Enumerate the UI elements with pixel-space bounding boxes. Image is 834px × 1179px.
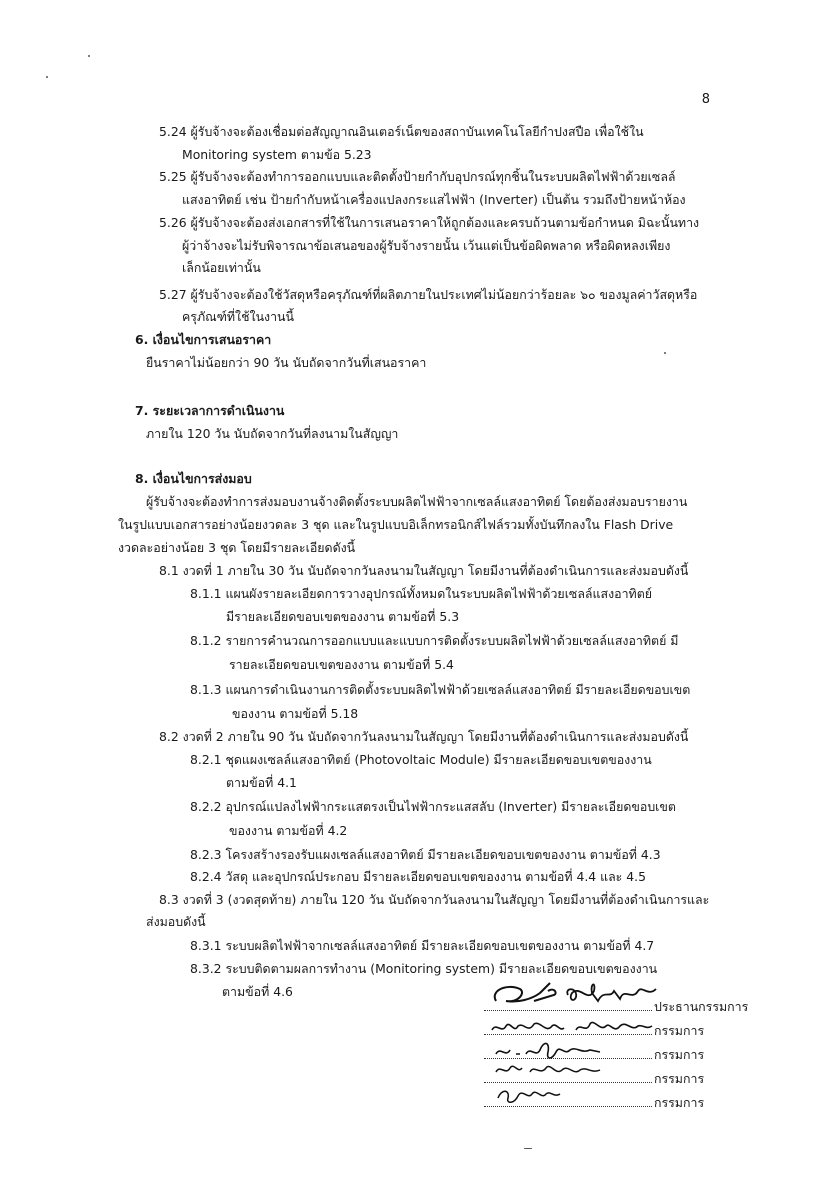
clause-5-27-cont: ครุภัณฑ์ที่ใช้ในงานนี้ xyxy=(182,309,294,324)
item-8-3-cont: ส่งมอบดังนี้ xyxy=(146,914,206,929)
signature-role-5: กรรมการ xyxy=(654,1095,705,1110)
section-7-body: ภายใน 120 วัน นับถัดจากวันที่ลงนามในสัญญา xyxy=(146,426,399,441)
signature-role-1: ประธานกรรมการ xyxy=(654,999,749,1014)
handwritten-signature-4 xyxy=(490,1058,610,1082)
item-8-1-1: 8.1.1 แผนผังรายละเอียดการวางอุปกรณ์ทั้งหมดในระบบผลิตไฟฟ้าด้วยเซลล์แสงอาทิตย์ xyxy=(190,586,652,601)
item-8-2-1: 8.2.1 ชุดแผงเซลล์แสงอาทิตย์ (Photovoltaic Module) มีรายละเอียดขอบเขตของงาน xyxy=(190,752,652,767)
section-8-para-1: ผู้รับจ้างจะต้องทำการส่งมอบงานจ้างติดตั้งระบบผลิตไฟฟ้าจากเซลล์แสงอาทิตย์ โดยต้องส่งมอบรายงาน xyxy=(146,494,688,509)
clause-5-25: 5.25 ผู้รับจ้างจะต้องทำการออกแบบและติดตั้งป้ายกำกับอุปกรณ์ทุกชิ้นในระบบผลิตไฟฟ้าด้วยเซลล์ xyxy=(159,169,676,184)
signature-role-2: กรรมการ xyxy=(654,1023,705,1038)
clause-5-26-cont-2: เล็กน้อยเท่านั้น xyxy=(182,260,261,275)
item-8-2-2: 8.2.2 อุปกรณ์แปลงไฟฟ้ากระแสตรงเป็นไฟฟ้ากระแสสลับ (Inverter) มีรายละเอียดขอบเขต xyxy=(190,799,676,814)
item-8-1-3-cont: ของงาน ตามข้อที่ 5.18 xyxy=(232,706,359,721)
section-6-body: ยืนราคาไม่น้อยกว่า 90 วัน นับถัดจากวันที่เสนอราคา xyxy=(146,355,427,370)
item-8-3-2: 8.3.2 ระบบติดตามผลการทำงาน (Monitoring system) มีรายละเอียดขอบเขตของงาน xyxy=(190,961,658,976)
clause-5-25-cont: แสงอาทิตย์ เช่น ป้ายกำกับหน้าเครื่องแปลงกระแสไฟฟ้า (Inverter) เป็นต้น รวมถึงป้ายหน้าห้อง xyxy=(182,192,686,207)
item-8-1-1-cont: มีรายละเอียดขอบเขตของงาน ตามข้อที่ 5.3 xyxy=(226,609,460,624)
scan-speck-4 xyxy=(524,1148,532,1149)
page-number: 8 xyxy=(701,92,710,107)
handwritten-signature-1 xyxy=(488,975,698,1015)
handwritten-signature-5 xyxy=(492,1082,572,1106)
signature-line-5 xyxy=(484,1106,652,1107)
item-8-1: 8.1 งวดที่ 1 ภายใน 30 วัน นับถัดจากวันลงนามในสัญญา โดยมีงานที่ต้องดำเนินการและส่งมอบดังนี้ xyxy=(159,563,689,578)
section-7-heading: 7. ระยะเวลาการดำเนินงาน xyxy=(135,403,285,418)
clause-5-24-cont: Monitoring system ตามข้อ 5.23 xyxy=(182,147,372,162)
section-8-para-2: ในรูปแบบเอกสารอย่างน้อยงวดละ 3 ชุด และในรูปแบบอิเล็กทรอนิกส์ไฟล์รวมทั้งบันทึกลงใน Flash Drive xyxy=(118,517,674,532)
clause-5-26-cont-1: ผู้ว่าจ้างจะไม่รับพิจารณาข้อเสนอของผู้รับจ้างรายนั้น เว้นแต่เป็นข้อผิดพลาด หรือผิดหลงเพียง xyxy=(182,238,671,253)
clause-5-27: 5.27 ผู้รับจ้างจะต้องใช้วัสดุหรือครุภัณฑ์ที่ผลิตภายในประเทศไม่น้อยกว่าร้อยละ ๖๐ ของมูลค่าวัสดุหรือ xyxy=(159,287,698,302)
item-8-1-2-cont: รายละเอียดขอบเขตของงาน ตามข้อที่ 5.4 xyxy=(229,657,454,672)
item-8-2: 8.2 งวดที่ 2 ภายใน 90 วัน นับถัดจากวันลงนามในสัญญา โดยมีงานที่ต้องดำเนินการและส่งมอบดังนี้ xyxy=(159,729,689,744)
item-8-2-2-cont: ของงาน ตามข้อที่ 4.2 xyxy=(229,823,348,838)
item-8-2-4: 8.2.4 วัสดุ และอุปกรณ์ประกอบ มีรายละเอียดขอบเขตของงาน ตามข้อที่ 4.4 และ 4.5 xyxy=(190,869,646,884)
item-8-3-2-cont: ตามข้อที่ 4.6 xyxy=(222,984,293,999)
item-8-3: 8.3 งวดที่ 3 (งวดสุดท้าย) ภายใน 120 วัน นับถัดจากวันลงนามในสัญญา โดยมีงานที่ต้องดำเนินการและ xyxy=(159,892,710,907)
scan-speck-1 xyxy=(88,55,90,57)
item-8-2-3: 8.2.3 โครงสร้างรองรับแผงเซลล์แสงอาทิตย์ มีรายละเอียดขอบเขตของงาน ตามข้อที่ 4.3 xyxy=(190,847,661,862)
item-8-1-3: 8.1.3 แผนการดำเนินงานการติดตั้งระบบผลิตไฟฟ้าด้วยเซลล์แสงอาทิตย์ มีรายละเอียดขอบเขต xyxy=(190,682,691,697)
section-8-heading: 8. เงื่อนไขการส่งมอบ xyxy=(135,471,252,486)
clause-5-26: 5.26 ผู้รับจ้างจะต้องส่งเอกสารที่ใช้ในการเสนอราคาให้ถูกต้องและครบถ้วนตามข้อกำหนด มิฉะนั้นทาง xyxy=(159,215,700,230)
item-8-2-1-cont: ตามข้อที่ 4.1 xyxy=(226,775,297,790)
item-8-3-1: 8.3.1 ระบบผลิตไฟฟ้าจากเซลล์แสงอาทิตย์ มีรายละเอียดขอบเขตของงาน ตามข้อที่ 4.7 xyxy=(190,938,655,953)
signature-role-3: กรรมการ xyxy=(654,1047,705,1062)
scan-speck-2 xyxy=(46,76,48,78)
section-8-para-3: งวดละอย่างน้อย 3 ชุด โดยมีรายละเอียดดังนี้ xyxy=(118,540,356,555)
section-6-heading: 6. เงื่อนไขการเสนอราคา xyxy=(135,332,272,347)
item-8-1-2: 8.1.2 รายการคำนวณการออกแบบและแบบการติดตั้งระบบผลิตไฟฟ้าด้วยเซลล์แสงอาทิตย์ มี xyxy=(190,633,679,648)
clause-5-24: 5.24 ผู้รับจ้างจะต้องเชื่อมต่อสัญญาณอินเตอร์เน็ตของสถาบันเทคโนโลยีกำปงสปือ เพื่อใช้ใน xyxy=(159,124,644,139)
signature-role-4: กรรมการ xyxy=(654,1071,705,1086)
scan-speck-3 xyxy=(664,352,666,354)
